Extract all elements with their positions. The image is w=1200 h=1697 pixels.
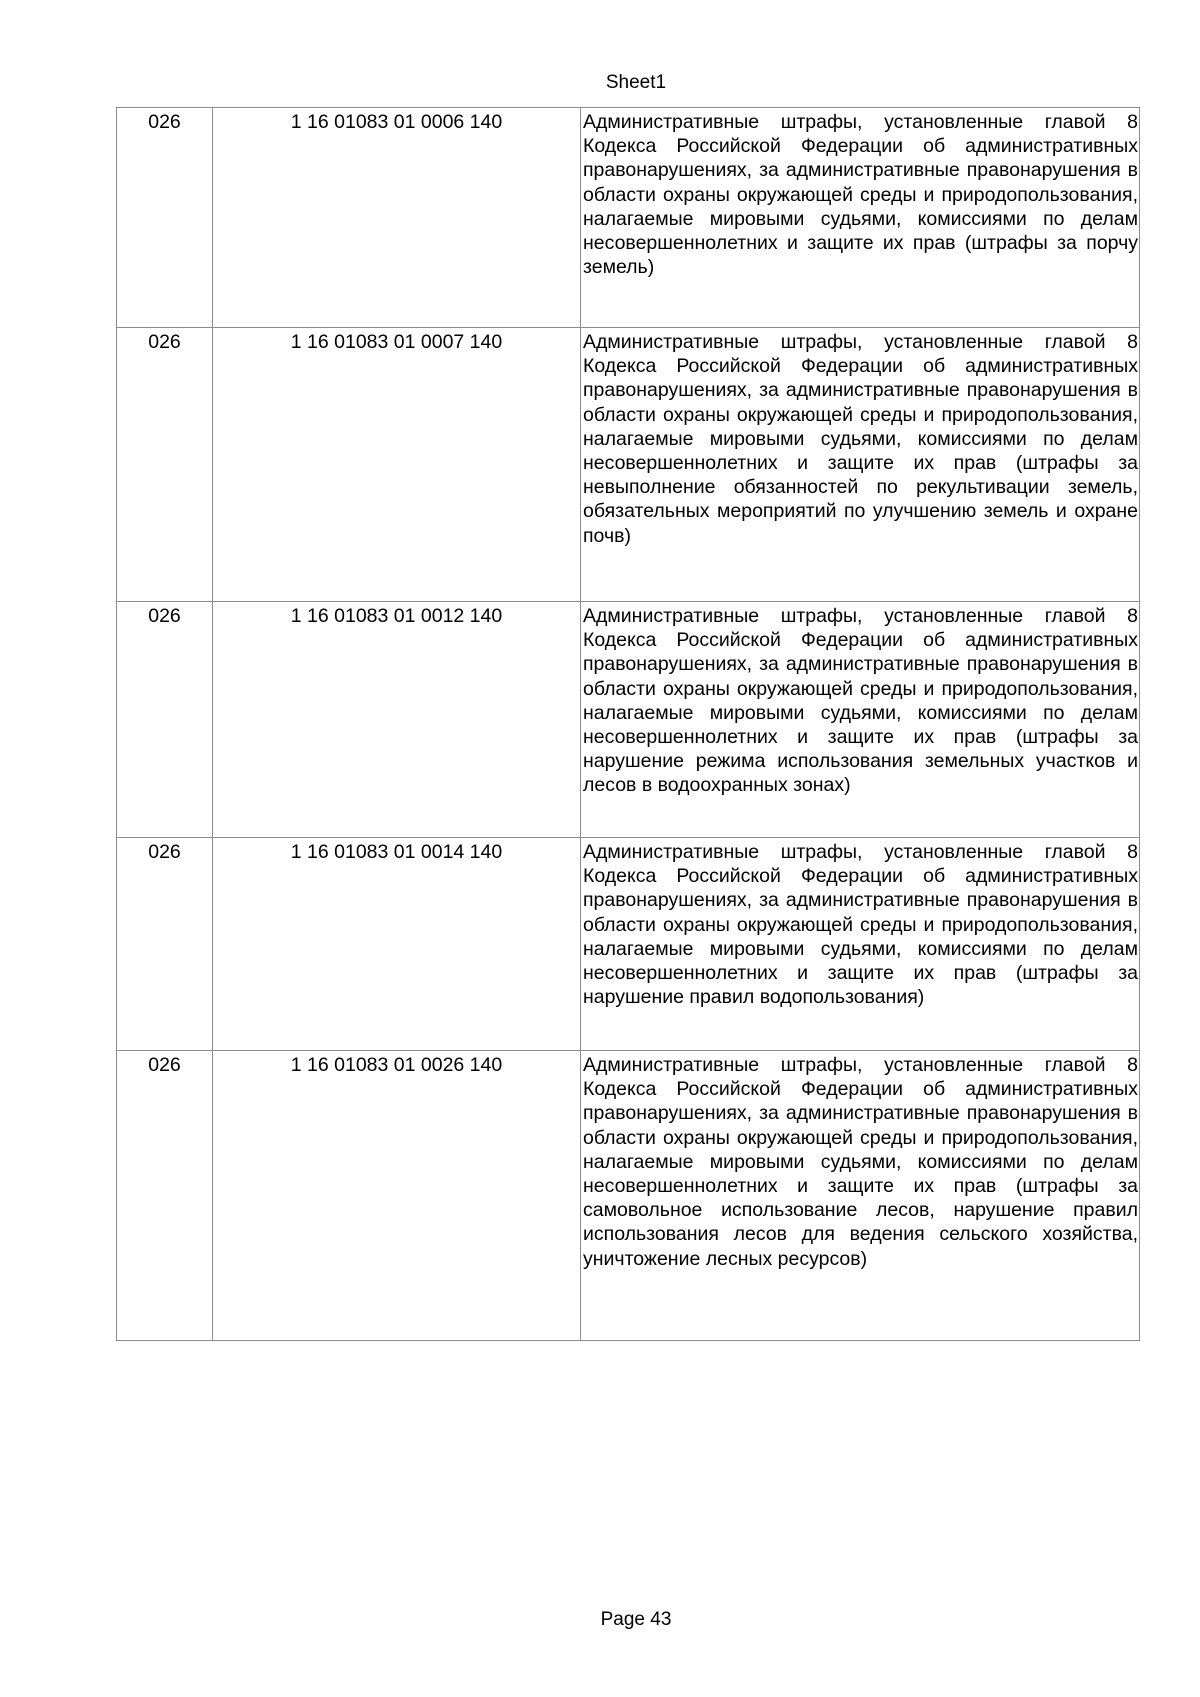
budget-code-cell: 1 16 01083 01 0007 140 <box>213 328 581 602</box>
budget-code-cell: 1 16 01083 01 0012 140 <box>213 602 581 838</box>
admin-code-cell: 026 <box>117 838 213 1051</box>
page-number: Page 43 <box>600 1609 672 1630</box>
table-row <box>117 328 1140 602</box>
admin-code-cell: 026 <box>117 602 213 838</box>
description-cell: Административные штрафы, установленные главой 8 Кодекса Российской Федерации об административных правонарушениях, за административные правонарушения в области охраны окружающей среды и природопользования, налагаемые мировыми судьями, комиссиями по делам несовершеннолетних и защите их прав (штрафы за самовольное использование лесов, нарушение правил использования лесов для ведения сельского хозяйства, уничтожение лесных ресурсов) <box>581 1051 1140 1341</box>
sheet-title: Sheet1 <box>605 72 667 93</box>
description-cell: Административные штрафы, установленные главой 8 Кодекса Российской Федерации об административных правонарушениях, за административные правонарушения в области охраны окружающей среды и природопользования, налагаемые мировыми судьями, комиссиями по делам несовершеннолетних и защите их прав (штрафы за нарушение правил водопользования) <box>581 838 1140 1051</box>
description-cell: Административные штрафы, установленные главой 8 Кодекса Российской Федерации об административных правонарушениях, за административные правонарушения в области охраны окружающей среды и природопользования, налагаемые мировыми судьями, комиссиями по делам несовершеннолетних и защите их прав (штрафы за невыполнение обязанностей по рекультивации земель, обязательных мероприятий по улучшению земель и охране почв) <box>581 328 1140 602</box>
table-row <box>117 1051 1140 1341</box>
admin-code-cell: 026 <box>117 108 213 328</box>
description-cell: Административные штрафы, установленные главой 8 Кодекса Российской Федерации об административных правонарушениях, за административные правонарушения в области охраны окружающей среды и природопользования, налагаемые мировыми судьями, комиссиями по делам несовершеннолетних и защите их прав (штрафы за нарушение режима использования земельных участков и лесов в водоохранных зонах) <box>581 602 1140 838</box>
budget-code-cell: 1 16 01083 01 0014 140 <box>213 838 581 1051</box>
admin-code-cell: 026 <box>117 328 213 602</box>
table-row <box>117 108 1140 328</box>
table-row <box>117 602 1140 838</box>
fines-table <box>116 107 1140 1341</box>
admin-code-cell: 026 <box>117 1051 213 1341</box>
table-row <box>117 838 1140 1051</box>
budget-code-cell: 1 16 01083 01 0006 140 <box>213 108 581 328</box>
description-cell: Административные штрафы, установленные главой 8 Кодекса Российской Федерации об административных правонарушениях, за административные правонарушения в области охраны окружающей среды и природопользования, налагаемые мировыми судьями, комиссиями по делам несовершеннолетних и защите их прав (штрафы за порчу земель) <box>581 108 1140 328</box>
budget-code-cell: 1 16 01083 01 0026 140 <box>213 1051 581 1341</box>
